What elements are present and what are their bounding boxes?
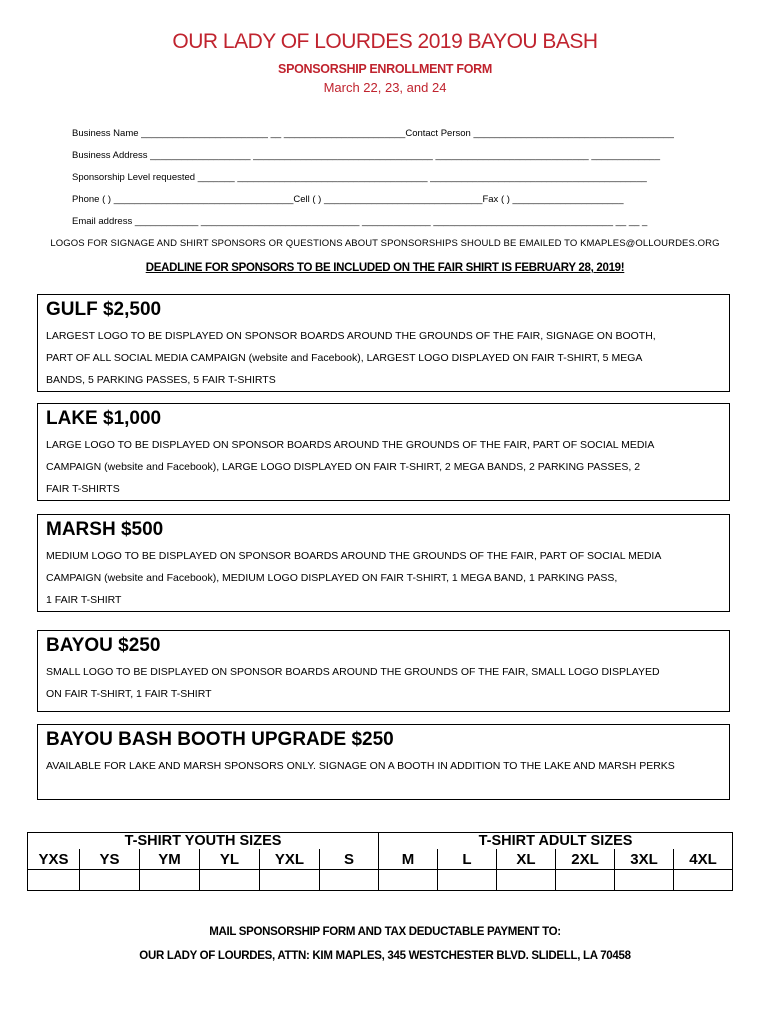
tier-description — [46, 545, 721, 611]
adult-sizes-header: T-SHIRT ADULT SIZES — [379, 833, 733, 850]
tier-description — [46, 755, 721, 777]
tier-bayou — [37, 630, 730, 712]
tier-description — [46, 661, 721, 705]
size-label-yxs: YXS — [28, 849, 80, 870]
tier-desc-line: PART OF ALL SOCIAL MEDIA CAMPAIGN (website and Facebook), LARGEST LOGO DISPLAYED ON FAIR T-SHIRT, 5 MEGA — [46, 352, 643, 364]
phone-cell-fax-field[interactable]: Phone ( ) __________________________________Cell ( ) ______________________________Fax ( ) _____________________ — [72, 194, 624, 205]
tier-description — [46, 434, 721, 500]
tier-desc-line: AVAILABLE FOR LAKE AND MARSH SPONSORS ONLY. SIGNAGE ON A BOOTH IN ADDITION TO THE LAKE AND MARSH PERKS — [46, 760, 675, 772]
tier-desc-line: LARGE LOGO TO BE DISPLAYED ON SPONSOR BOARDS AROUND THE GROUNDS OF THE FAIR, PART OF SOCIAL MEDIA — [46, 439, 655, 451]
size-label-s: S — [320, 849, 379, 870]
qty-cell-yxs[interactable] — [28, 870, 80, 891]
tier-title: BAYOU BASH BOOTH UPGRADE $250 — [46, 729, 394, 750]
tier-title: GULF $2,500 — [46, 299, 162, 320]
email-address-field[interactable]: Email address ____________ ______________________________ _____________ __________________________________ __ __ _ — [72, 216, 648, 227]
tier-title: BAYOU $250 — [46, 635, 161, 656]
qty-cell-3xl[interactable] — [615, 870, 674, 891]
youth-sizes-header: T-SHIRT YOUTH SIZES — [28, 833, 379, 850]
event-dates: March 22, 23, and 24 — [323, 80, 447, 95]
size-label-yl: YL — [200, 849, 260, 870]
business-name-field[interactable]: Business Name ________________________ __ _______________________Contact Person ______________________________________ — [72, 128, 674, 139]
size-label-4xl: 4XL — [674, 849, 733, 870]
qty-cell-s[interactable] — [320, 870, 379, 891]
form-title: OUR LADY OF LOURDES 2019 BAYOU BASH — [172, 30, 598, 53]
tier-marsh — [37, 514, 730, 612]
qty-cell-4xl[interactable] — [674, 870, 733, 891]
tier-gulf — [37, 294, 730, 392]
mail-address: OUR LADY OF LOURDES, ATTN: KIM MAPLES, 345 WESTCHESTER BLVD. SLIDELL, LA 70458 — [139, 950, 631, 962]
tier-title: LAKE $1,000 — [46, 408, 162, 429]
tier-desc-line: 1 FAIR T-SHIRT — [46, 594, 122, 606]
qty-cell-ys[interactable] — [80, 870, 140, 891]
size-label-3xl: 3XL — [615, 849, 674, 870]
tier-desc-line: CAMPAIGN (website and Facebook), LARGE LOGO DISPLAYED ON FAIR T-SHIRT, 2 MEGA BANDS, 2 PARKING PASSES, 2 — [46, 461, 641, 473]
tier-description — [46, 325, 721, 391]
tshirt-size-table — [27, 832, 733, 891]
deadline-notice: DEADLINE FOR SPONSORS TO BE INCLUDED ON THE FAIR SHIRT IS FEBRUARY 28, 2019! — [145, 262, 625, 274]
size-label-m: M — [379, 849, 438, 870]
size-label-yxl: YXL — [260, 849, 320, 870]
tier-desc-line: BANDS, 5 PARKING PASSES, 5 FAIR T-SHIRTS — [46, 374, 276, 386]
mail-instructions: MAIL SPONSORSHIP FORM AND TAX DEDUCTABLE PAYMENT TO: — [209, 926, 561, 938]
size-label-l: L — [438, 849, 497, 870]
tier-desc-line: ON FAIR T-SHIRT, 1 FAIR T-SHIRT — [46, 688, 212, 700]
sponsorship-level-field[interactable]: Sponsorship Level requested _______ ____________________________________ _________________________________________ — [72, 172, 647, 183]
tier-title: MARSH $500 — [46, 519, 164, 540]
tier-desc-line: SMALL LOGO TO BE DISPLAYED ON SPONSOR BOARDS AROUND THE GROUNDS OF THE FAIR, SMALL LOGO DISPLAYED — [46, 666, 660, 678]
qty-cell-ym[interactable] — [140, 870, 200, 891]
qty-cell-yxl[interactable] — [260, 870, 320, 891]
qty-cell-m[interactable] — [379, 870, 438, 891]
size-label-2xl: 2XL — [556, 849, 615, 870]
size-label-ys: YS — [80, 849, 140, 870]
tier-desc-line: CAMPAIGN (website and Facebook), MEDIUM LOGO DISPLAYED ON FAIR T-SHIRT, 1 MEGA BAND, 1 PARKING PASS, — [46, 572, 618, 584]
business-address-field[interactable]: Business Address ___________________ __________________________________ _____________________________ _____________ — [72, 150, 660, 161]
tier-desc-line: FAIR T-SHIRTS — [46, 483, 120, 495]
size-label-xl: XL — [497, 849, 556, 870]
tier-desc-line: LARGEST LOGO TO BE DISPLAYED ON SPONSOR BOARDS AROUND THE GROUNDS OF THE FAIR, SIGNAGE ON BOOTH, — [46, 330, 656, 342]
qty-cell-2xl[interactable] — [556, 870, 615, 891]
tier-desc-line: MEDIUM LOGO TO BE DISPLAYED ON SPONSOR BOARDS AROUND THE GROUNDS OF THE FAIR, PART OF SOCIAL MEDIA — [46, 550, 662, 562]
tier-lake — [37, 403, 730, 501]
qty-cell-yl[interactable] — [200, 870, 260, 891]
size-label-ym: YM — [140, 849, 200, 870]
tier-booth-upgrade — [37, 724, 730, 800]
qty-cell-l[interactable] — [438, 870, 497, 891]
form-subtitle: SPONSORSHIP ENROLLMENT FORM — [278, 62, 492, 76]
logos-email-note: LOGOS FOR SIGNAGE AND SHIRT SPONSORS OR QUESTIONS ABOUT SPONSORSHIPS SHOULD BE EMAILED TO KMAPLES@OLLOURDES.ORG — [50, 238, 720, 249]
qty-cell-xl[interactable] — [497, 870, 556, 891]
